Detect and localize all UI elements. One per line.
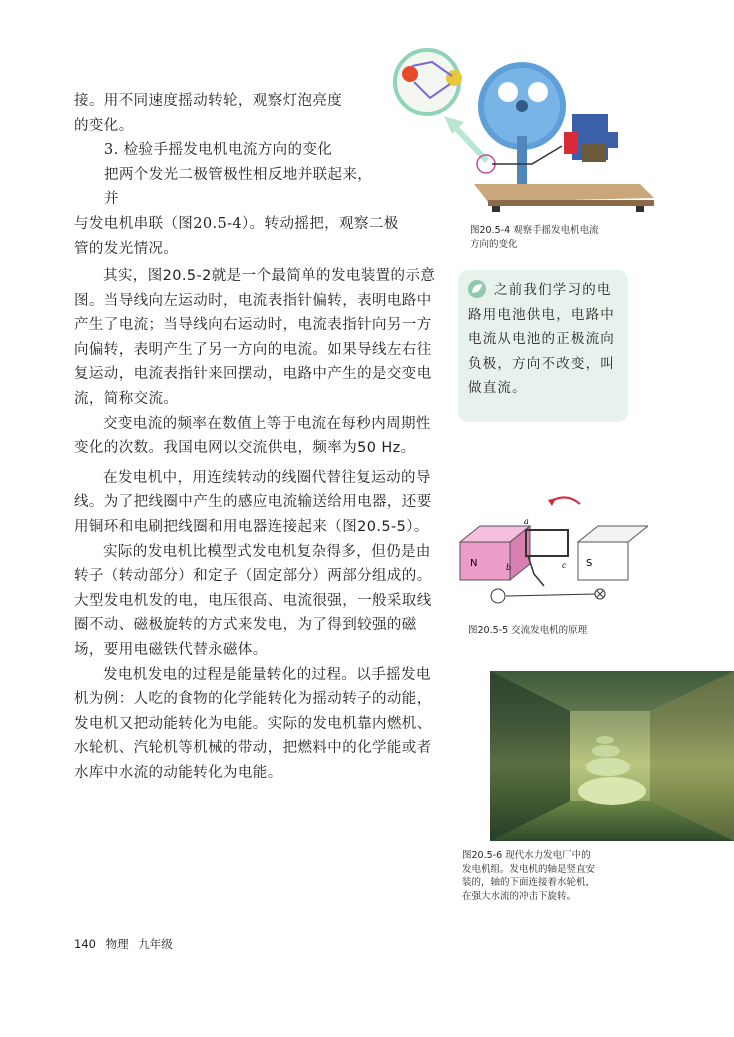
paragraph-1: 其实，图20.5-2就是一个最简单的发电装置的示意图。当导线向左运动时，电流表指针偏转，表明电路中产生了电流；当导线向右运动时，电流表指针向另一方向偏转，表明产生了另一方向的电流。如果导线左右往复运动，电流表指针来回摆动，电路中产生的是交变电流，简称交流。 [74, 268, 436, 407]
main-text [74, 264, 440, 785]
side-note [458, 270, 628, 422]
figure-20-5-4 [392, 36, 662, 250]
magnet-n [460, 542, 510, 580]
text-line: 的变化。 [74, 117, 134, 134]
subject: 物理 [105, 937, 129, 951]
page-footer [74, 936, 173, 952]
ac-generator-diagram [458, 490, 648, 610]
page-number: 140 [74, 937, 96, 951]
label-a: a [524, 517, 529, 526]
note-text: 之前我们学习的电路用电池供电，电路中电流从电池的正极流向负极，方向不改变，叫做直流。 [468, 282, 615, 396]
caption-line: 图20.5-4 观察手摇发电机电流 [470, 225, 599, 236]
text-line: 接。用不同速度摇动转轮，观察灯泡亮度 [74, 93, 343, 109]
top-text-block [74, 89, 399, 261]
figure-caption [470, 224, 670, 252]
figure-20-5-6-caption [462, 849, 642, 903]
caption-line: 图20.5-6 现代水力发电厂中的 [462, 850, 591, 861]
label-b: b [506, 563, 512, 572]
text-line: 管的发光情况。 [74, 240, 179, 257]
caption-line: 在强大水流的冲击下旋转。 [462, 890, 577, 902]
base-board [474, 184, 654, 202]
paragraph-2: 交变电流的频率在数值上等于电流在每秒内周期性变化的次数。我国电网以交流供电，频率为50 Hz。 [74, 415, 431, 457]
paragraph-3: 在发电机中，用连续转动的线圈代替往复运动的导线。为了把线圈中产生的感应电流输送给用电器，还要用铜环和电刷把线圈和用电器连接起来（图20.5-5）。 [74, 469, 432, 535]
figure-caption: 图20.5-5 交流发电机的原理 [468, 625, 588, 636]
power-plant-photo [490, 671, 734, 841]
text-line: 与发电机串联（图20.5-4）。转动摇把，观察二极 [74, 215, 399, 232]
hand-generator-illustration [392, 36, 662, 216]
step-heading: 3. 检验手摇发电机电流方向的变化 [104, 142, 333, 159]
caption-line: 发电机组。发电机的轴是竖直安 [462, 863, 596, 875]
paragraph-4: 实际的发电机比模型式发电机复杂得多，但仍是由转子（转动部分）和定子（固定部分）两部分组成的。大型发电机发的电，电压很高、电流很强，一般采取线圈不动、磁极旋转的方式来发电，为了得到较强的磁场，要用电磁铁代替永磁体。 [74, 543, 432, 658]
grade: 九年级 [138, 937, 173, 951]
paragraph-5: 发电机发电的过程是能量转化的过程。以手摇发电机为例：人吃的食物的化学能转化为摇动转子的动能，发电机又把动能转化为电能。实际的发电机靠内燃机、水轮机、汽轮机等机械的带动，把燃料中的化学能或者水库中水流的动能转化为电能。 [74, 666, 432, 781]
label-s: S [586, 558, 593, 569]
figure-20-5-5 [458, 490, 648, 640]
caption-line: 方向的变化 [470, 239, 518, 250]
text-line: 把两个发光二极管极性相反地并联起来，并 [104, 166, 373, 208]
coil [526, 530, 568, 556]
label-c: c [562, 561, 567, 570]
led-red [402, 66, 418, 82]
label-n: N [470, 558, 478, 569]
caption-line: 装的，轴的下面连接着水轮机， [462, 877, 596, 888]
